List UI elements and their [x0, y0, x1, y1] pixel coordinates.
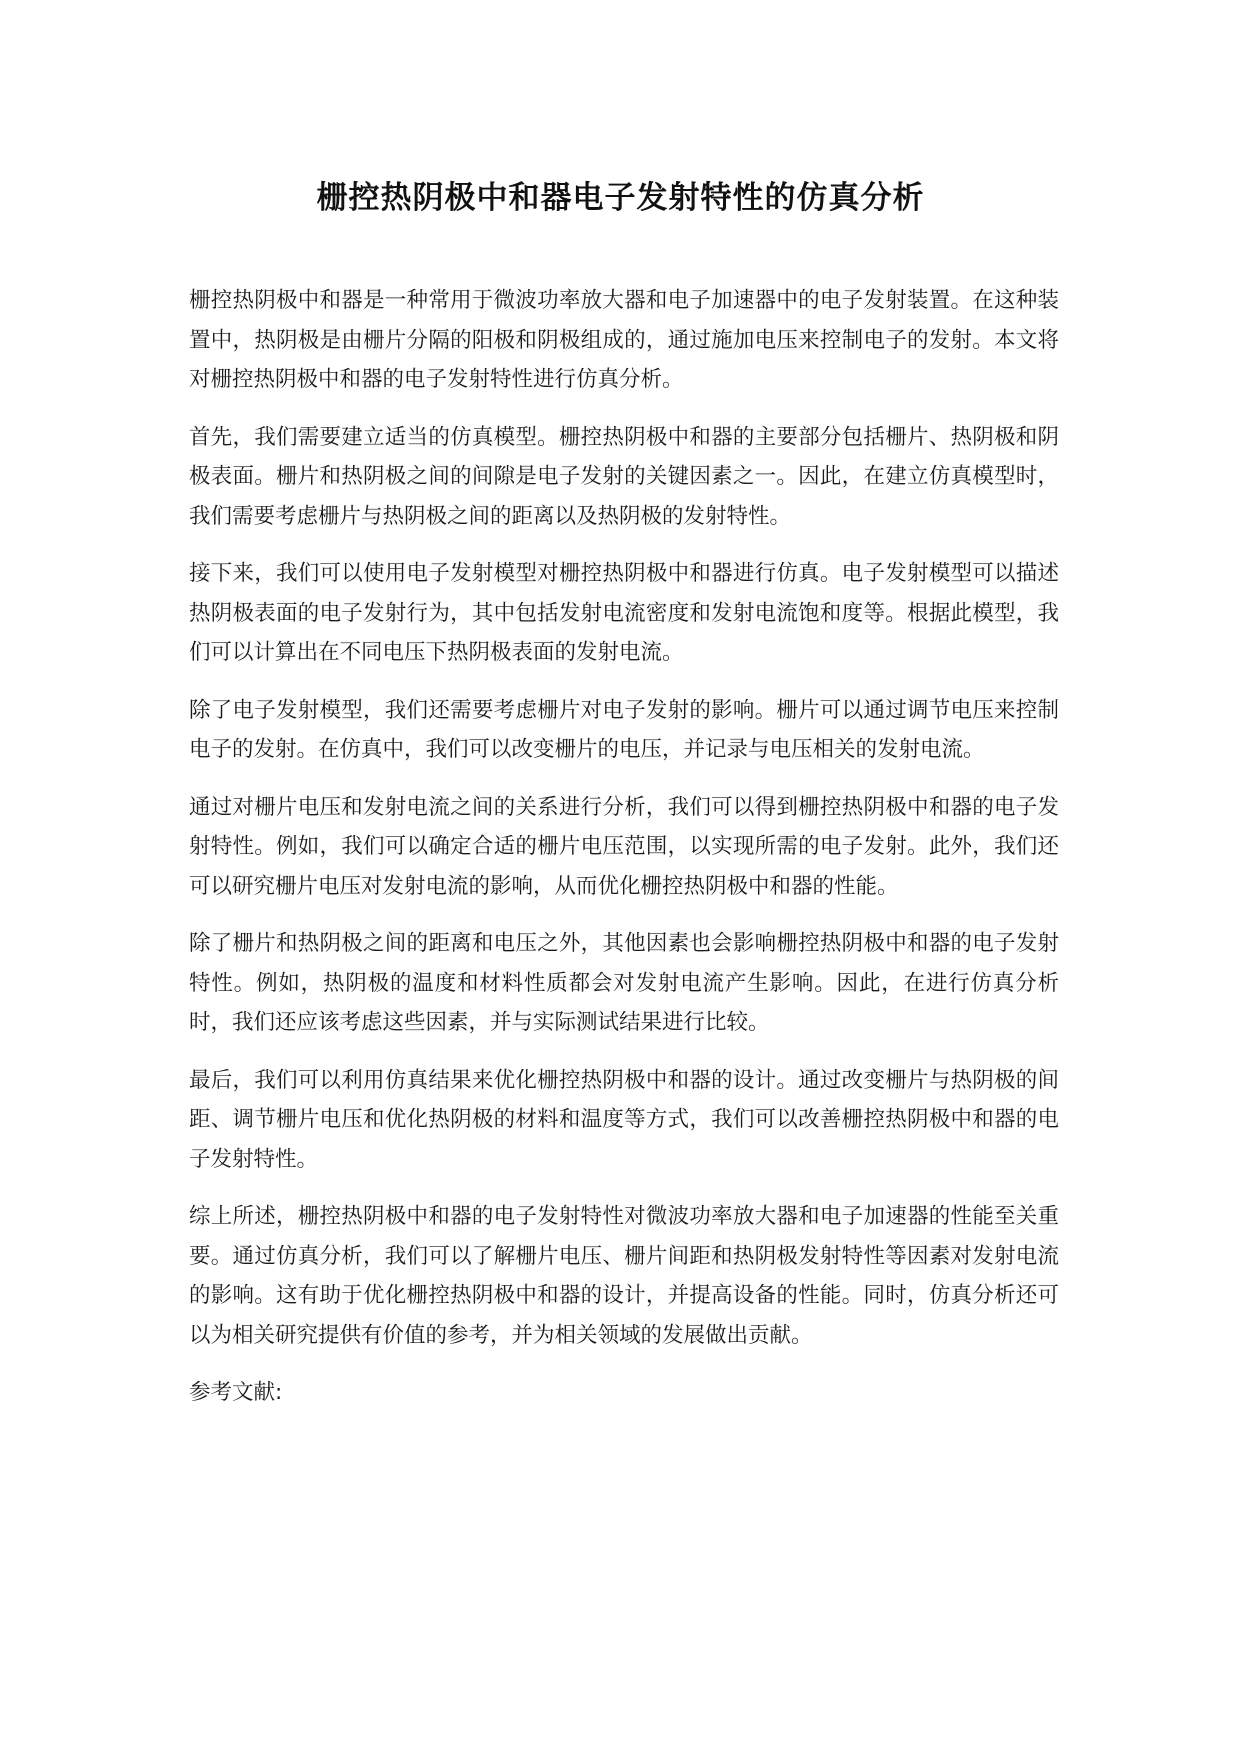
- paragraph: 栅控热阴极中和器是一种常用于微波功率放大器和电子加速器中的电子发射装置。在这种装置中，热阴极是由栅片分隔的阳极和阴极组成的，通过施加电压来控制电子的发射。本文将对栅控热阴极中和器的电子发射特性进行仿真分析。: [189, 288, 1059, 392]
- paragraph: 除了栅片和热阴极之间的距离和电压之外，其他因素也会影响栅控热阴极中和器的电子发射特性。例如，热阴极的温度和材料性质都会对发射电流产生影响。因此，在进行仿真分析时，我们还应该考虑这些因素，并与实际测试结果进行比较。: [189, 931, 1059, 1035]
- document-title: 栅控热阴极中和器电子发射特性的仿真分析: [316, 180, 925, 216]
- paragraph: 最后，我们可以利用仿真结果来优化栅控热阴极中和器的设计。通过改变栅片与热阴极的间距、调节栅片电压和优化热阴极的材料和温度等方式，我们可以改善栅控热阴极中和器的电子发射特性。: [189, 1067, 1059, 1172]
- paragraph: 通过对栅片电压和发射电流之间的关系进行分析，我们可以得到栅控热阴极中和器的电子发射特性。例如，我们可以确定合适的栅片电压范围，以实现所需的电子发射。此外，我们还可以研究栅片电压对发射电流的影响，从而优化栅控热阴极中和器的性能。: [189, 794, 1059, 899]
- document-body: [189, 281, 1059, 1431]
- paragraph: 综上所述，栅控热阴极中和器的电子发射特性对微波功率放大器和电子加速器的性能至关重要。通过仿真分析，我们可以了解栅片电压、栅片间距和热阴极发射特性等因素对发射电流的影响。这有助于优化栅控热阴极中和器的设计，并提高设备的性能。同时，仿真分析还可以为相关研究提供有价值的参考，并为相关领域的发展做出贡献。: [189, 1204, 1059, 1348]
- paragraph: 接下来，我们可以使用电子发射模型对栅控热阴极中和器进行仿真。电子发射模型可以描述热阴极表面的电子发射行为，其中包括发射电流密度和发射电流饱和度等。根据此模型，我们可以计算出在不同电压下热阴极表面的发射电流。: [189, 561, 1059, 665]
- references-heading: 参考文献:: [189, 1380, 283, 1405]
- paragraph: 除了电子发射模型，我们还需要考虑栅片对电子发射的影响。栅片可以通过调节电压来控制电子的发射。在仿真中，我们可以改变栅片的电压，并记录与电压相关的发射电流。: [189, 697, 1059, 762]
- paragraph: 首先，我们需要建立适当的仿真模型。栅控热阴极中和器的主要部分包括栅片、热阴极和阴极表面。栅片和热阴极之间的间隙是电子发射的关键因素之一。因此，在建立仿真模型时，我们需要考虑栅片与热阴极之间的距离以及热阴极的发射特性。: [189, 424, 1059, 529]
